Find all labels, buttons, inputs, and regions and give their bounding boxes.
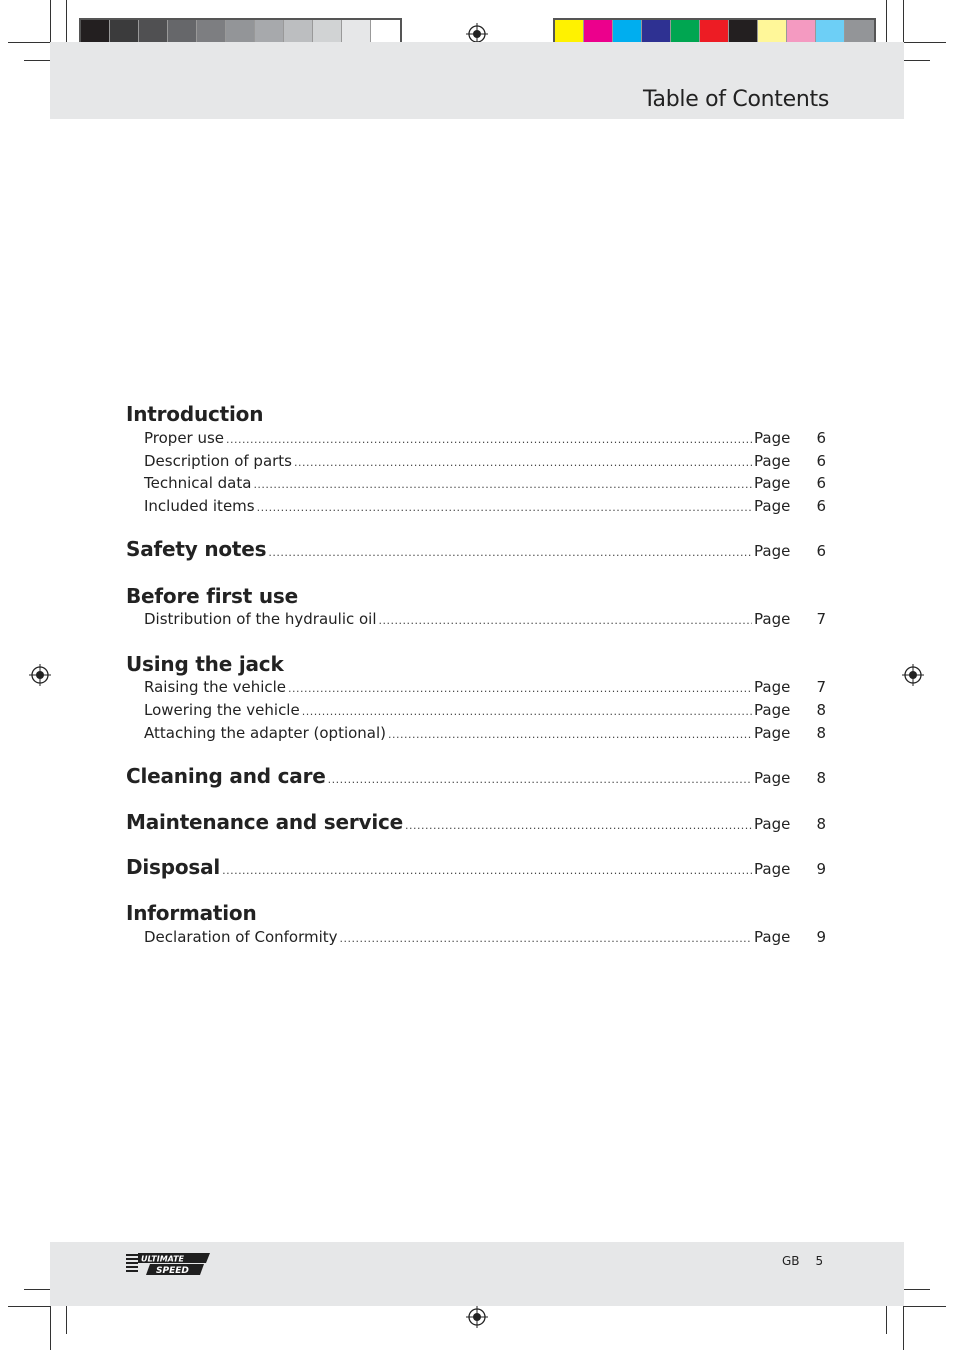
color-swatch <box>313 20 342 44</box>
toc-entry[interactable] <box>144 497 826 517</box>
crop-mark <box>886 0 887 46</box>
toc-entry-label: Attaching the adapter (optional) <box>144 724 387 742</box>
toc-entry-page: 9 <box>816 928 826 946</box>
page-word: Page <box>754 542 791 560</box>
registration-mark-icon <box>29 664 51 686</box>
crop-mark <box>66 1304 67 1334</box>
color-swatch <box>226 20 255 44</box>
dot-leader <box>388 728 752 741</box>
toc-entry[interactable] <box>144 928 826 948</box>
crop-mark <box>50 0 51 46</box>
crop-mark <box>24 60 50 61</box>
toc-entry-page: 8 <box>816 769 826 787</box>
crop-mark <box>904 60 930 61</box>
registration-mark-icon <box>466 1306 488 1328</box>
page-word: Page <box>754 452 791 470</box>
crop-mark <box>24 1289 50 1290</box>
color-swatch <box>845 20 874 44</box>
dot-leader <box>294 456 752 469</box>
color-swatch <box>168 20 197 44</box>
page-number: 5 <box>815 1254 824 1268</box>
toc-section-entry[interactable] <box>126 537 826 563</box>
crop-mark <box>904 1306 946 1307</box>
toc-entry-page: 6 <box>816 474 826 492</box>
toc-entry-page: 6 <box>816 542 826 560</box>
toc-entry-label: Distribution of the hydraulic oil <box>144 610 377 628</box>
page-word: Page <box>754 928 791 946</box>
color-swatch <box>671 20 700 44</box>
page-word: Page <box>754 701 791 719</box>
color-swatch <box>642 20 671 44</box>
crop-mark <box>50 1304 51 1350</box>
toc-entry-page: 7 <box>816 610 826 628</box>
dot-leader <box>257 501 752 514</box>
ultimate-speed-logo <box>126 1251 212 1277</box>
svg-text:ULTIMATE: ULTIMATE <box>141 1254 185 1264</box>
page-word: Page <box>754 610 791 628</box>
toc-section-title: Disposal <box>126 855 221 879</box>
toc-entry-page: 7 <box>816 678 826 696</box>
dot-leader <box>379 614 752 627</box>
toc-section-title: Cleaning and care <box>126 764 326 788</box>
toc-section-title: Maintenance and service <box>126 810 404 834</box>
crop-mark <box>903 0 904 46</box>
toc-entry[interactable] <box>144 724 826 744</box>
registration-mark-icon <box>902 664 924 686</box>
color-swatch <box>555 20 584 44</box>
toc-entry-label: Description of parts <box>144 452 293 470</box>
toc-section-title: Safety notes <box>126 537 267 561</box>
crop-mark <box>8 42 50 43</box>
color-swatch <box>81 20 110 44</box>
toc-entry-page: 8 <box>816 724 826 742</box>
toc-entry-label: Technical data <box>144 474 252 492</box>
toc-entry-page: 8 <box>816 815 826 833</box>
page-word: Page <box>754 497 791 515</box>
page-word: Page <box>754 815 791 833</box>
crop-mark <box>903 1304 904 1350</box>
svg-text:SPEED: SPEED <box>156 1266 189 1276</box>
color-swatch <box>284 20 313 44</box>
color-swatch <box>613 20 642 44</box>
dot-leader <box>405 819 752 832</box>
dot-leader <box>253 478 752 491</box>
color-swatch <box>787 20 816 44</box>
toc-entry[interactable] <box>144 474 826 494</box>
crop-mark <box>904 42 946 43</box>
toc-section-entry[interactable] <box>126 810 826 836</box>
toc-entry-label: Declaration of Conformity <box>144 928 338 946</box>
crop-mark <box>8 1306 50 1307</box>
dot-leader <box>222 864 752 877</box>
color-swatch <box>816 20 845 44</box>
language-code: GB <box>782 1254 800 1268</box>
dot-leader <box>302 705 752 718</box>
page-word: Page <box>754 860 791 878</box>
dot-leader <box>226 433 752 446</box>
toc-entry-label: Included items <box>144 497 255 515</box>
toc-entry[interactable] <box>144 452 826 472</box>
color-swatch <box>139 20 168 44</box>
toc-entry[interactable] <box>144 701 826 721</box>
toc-entry-label: Raising the vehicle <box>144 678 287 696</box>
dot-leader <box>340 932 752 945</box>
color-swatch <box>584 20 613 44</box>
toc-section-title: Information <box>126 901 257 925</box>
color-swatch <box>758 20 787 44</box>
color-swatch <box>342 20 371 44</box>
color-swatch <box>255 20 284 44</box>
toc-section-title: Using the jack <box>126 652 284 676</box>
toc-entry-page: 6 <box>816 497 826 515</box>
crop-mark <box>904 1289 930 1290</box>
toc-entry[interactable] <box>144 678 826 698</box>
toc-entry-page: 6 <box>816 452 826 470</box>
toc-section-title: Before first use <box>126 584 298 608</box>
toc-entry-label: Lowering the vehicle <box>144 701 300 719</box>
page-word: Page <box>754 474 791 492</box>
toc-entry[interactable] <box>144 610 826 630</box>
color-swatch <box>700 20 729 44</box>
page-word: Page <box>754 724 791 742</box>
footer-page-info <box>782 1254 839 1268</box>
color-swatch <box>371 20 400 44</box>
page-word: Page <box>754 769 791 787</box>
page-word: Page <box>754 678 791 696</box>
crop-mark <box>886 1304 887 1334</box>
toc-entry-page: 9 <box>816 860 826 878</box>
toc-section-entry[interactable] <box>126 855 826 881</box>
page-word: Page <box>754 429 791 447</box>
color-swatch <box>197 20 226 44</box>
toc-section-entry[interactable] <box>126 764 826 790</box>
dot-leader <box>328 773 752 786</box>
toc-entry-page: 6 <box>816 429 826 447</box>
color-swatch <box>110 20 139 44</box>
toc-section-title: Introduction <box>126 402 264 426</box>
color-swatch <box>729 20 758 44</box>
crop-mark <box>66 0 67 46</box>
dot-leader <box>268 546 752 559</box>
dot-leader <box>288 682 752 695</box>
toc-entry-label: Proper use <box>144 429 225 447</box>
toc-entry[interactable] <box>144 429 826 449</box>
page-title: Table of Contents <box>643 87 829 112</box>
toc-entry-page: 8 <box>816 701 826 719</box>
